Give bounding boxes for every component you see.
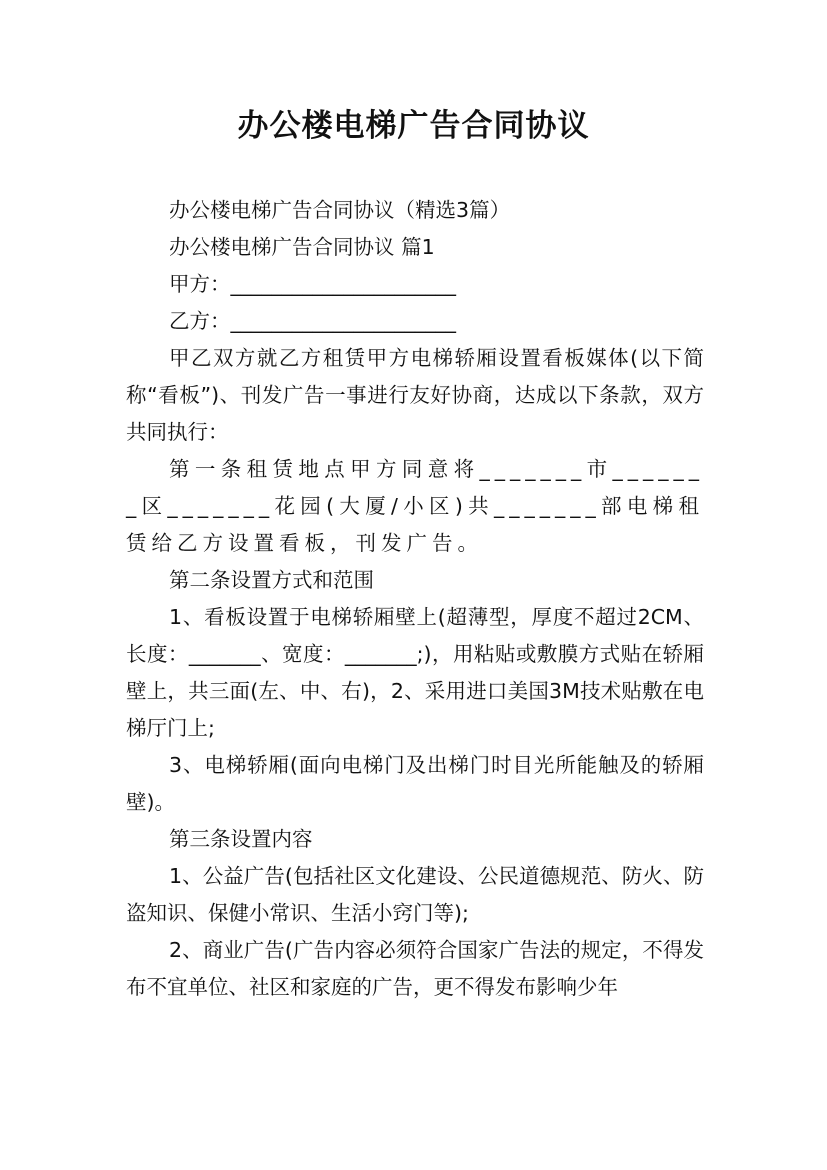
document-title: 办公楼电梯广告合同协议 [237,108,590,144]
paragraph-article-3-item-1: 1、公益广告(包括社区文化建设、公民道德规范、防火、防盗知识、保健小常识、生活小窍门等); [126,864,704,925]
document-body [126,192,704,1006]
paragraph-article-1: 第一条租赁地点甲方同意将_______市_______区_______花园(大厦/小区)共_______部电梯租赁给乙方设置看板，刊发广告。 [126,457,704,555]
paragraph-preamble: 甲乙双方就乙方租赁甲方电梯轿厢设置看板媒体(以下简称“看板”)、刊发广告一事进行友好协商，达成以下条款，双方共同执行： [126,346,704,444]
paragraph-party-a: 甲方：______________________ [169,272,457,296]
paragraph-subtitle: 办公楼电梯广告合同协议（精选3篇） [169,198,511,222]
paragraph-section-heading: 办公楼电梯广告合同协议 篇1 [169,235,435,259]
paragraph-party-b: 乙方：______________________ [169,309,457,333]
paragraph-article-3-heading: 第三条设置内容 [169,827,313,851]
paragraph-article-3-item-2: 2、商业广告(广告内容必须符合国家广告法的规定，不得发布不宜单位、社区和家庭的广告，更不得发布影响少年 [126,938,704,999]
paragraph-article-2-heading: 第二条设置方式和范围 [169,568,375,592]
paragraph-article-2-item-1: 1、看板设置于电梯轿厢壁上(超薄型，厚度不超过2CM、长度：_______、宽度：_______;)，用粘贴或敷膜方式贴在轿厢壁上，共三面(左、中、右)，2、采用进口美国3M技术贴敷在电梯厅门上; [126,605,704,740]
paragraph-article-2-item-3: 3、电梯轿厢(面向电梯门及出梯门时目光所能触及的轿厢壁)。 [126,753,704,814]
